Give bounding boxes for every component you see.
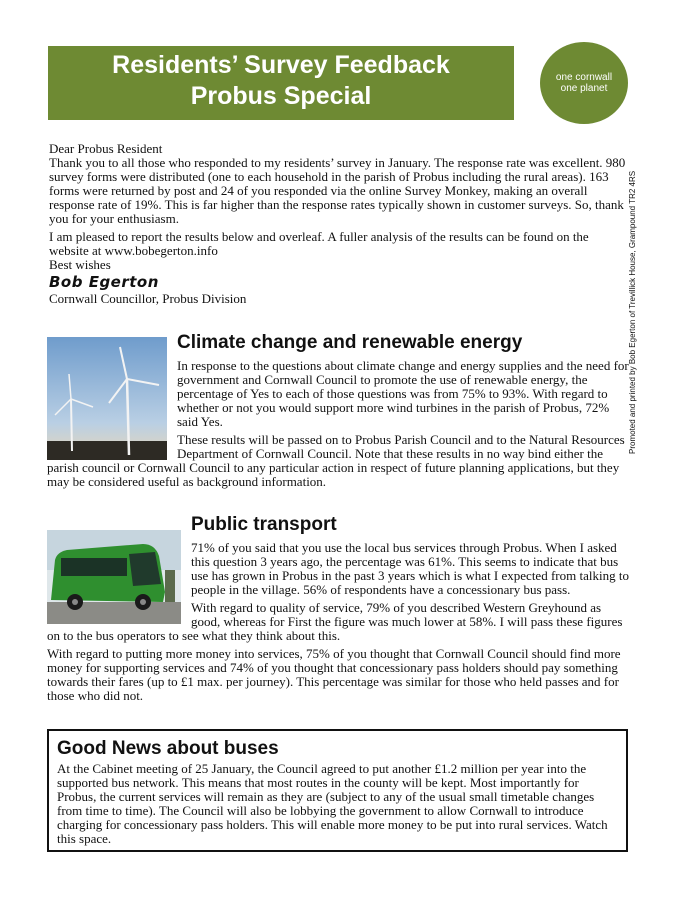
logo-line-1: one cornwall [555, 72, 613, 83]
transport-section [47, 514, 632, 707]
signatory-role: Cornwall Councillor, Probus Division [49, 291, 247, 306]
climate-section [47, 332, 632, 493]
good-news-box [47, 729, 628, 852]
climate-paragraph-1: In response to the questions about climate change and energy supplies and the need for government and Cornwall Council to promote the use of renewable energy, the percentage of Yes to each of those questions was from 75% to 93%. With regard to whether or not you would support more wind turbines in the parish of Probus, 72% said Yes. [177, 358, 629, 429]
transport-heading: Public transport [191, 514, 337, 535]
wind-turbine-photo [47, 337, 167, 460]
greeting: Dear Probus Resident [49, 141, 163, 156]
transport-paragraph-2: With regard to quality of service, 79% of you described Western Greyhound as good, whereas for First the figure was much lower at 58%. I will pass these figures on to the bus operators to see what they think about this. [47, 600, 623, 643]
green-bus-photo [47, 530, 181, 624]
climate-heading: Climate change and renewable energy [177, 332, 523, 353]
page-subtitle: Probus Special [190, 82, 372, 110]
letter-paragraph-2: I am pleased to report the results below and overleaf. A fuller analysis of the results can be found on the website at www.bobegerton.info [49, 229, 589, 258]
intro-letter [49, 142, 629, 306]
one-cornwall-logo [540, 42, 628, 124]
imprint-text: Promoted and printed by Bob Egerton of Trevillick House, Grampound TR2 4RS [628, 170, 637, 454]
logo-line-2: one planet [560, 83, 608, 94]
climate-paragraph-2: These results will be passed on to Probus Parish Council and to the Natural Resources Department of Cornwall Council. Note that these results in no way bind either the parish council or Cornwall Council to any particular action in respect of future planning applications, but they may be considered useful as background information. [47, 432, 625, 489]
page-title: Residents’ Survey Feedback [112, 51, 450, 79]
good-news-heading: Good News about buses [57, 738, 279, 759]
transport-paragraph-1: 71% of you said that you use the local bus services through Probus. When I asked this question 3 years ago, the percentage was 61%. This seems to indicate that bus use has grown in Probus in the past 3 years which is what I expected from talking to people in the village. 56% of respondents have a concessionary bus pass. [191, 540, 629, 597]
transport-paragraph-3: With regard to putting more money into services, 75% of you thought that Cornwall Council should find more money for supporting services and 74% of you thought that concessionary pass holders should pay something towards their fares (up to £1 max. per journey). This percentage was similar for those who held passes and for those who did not. [47, 646, 621, 703]
good-news-paragraph: At the Cabinet meeting of 25 January, the Council agreed to put another £1.2 million per year into the supported bus network. This means that most routes in the county will be kept. Most importantly for Probus, the current services will remain as they are (subject to any of the usual small timetable changes from time to time). The Council will also be lobbying the government to allow Cornwall to introduce charging for concessionary pass holders. This will enable more money to be put into rural services. Watch this space. [57, 761, 608, 846]
title-banner [48, 46, 514, 120]
closing: Best wishes [49, 257, 111, 272]
letter-paragraph-1: Thank you to all those who responded to my residents’ survey in January. The response rate was excellent. 980 survey forms were distributed (one to each household in the parish of Probus including the rural areas). 163 forms were returned by post and 24 of you responded via the online Survey Monkey, making an overall response rate of 19%. This is far higher than the response rates typically shown in customer surveys. So, thank you for your enthusiasm. [49, 155, 626, 226]
signature: Bob Egerton [49, 273, 159, 291]
